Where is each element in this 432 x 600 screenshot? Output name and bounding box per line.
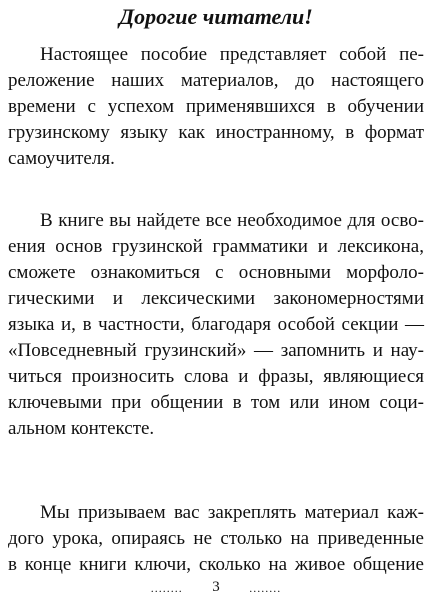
paragraph-advice — [8, 500, 424, 578]
page-footer — [0, 578, 432, 596]
text-line: Настоящее пособие представляет собой пе- — [40, 44, 424, 65]
text-line: языка и, в частности, благодаря особой секции — — [8, 314, 424, 335]
page-number: 3 — [212, 579, 220, 595]
footer-dots-right: ........ — [249, 580, 282, 595]
text-line: в конце книги ключи, сколько на живое общение — [8, 554, 424, 575]
text-line: дого урока, опираясь не столько на приведенные — [8, 528, 424, 549]
text-line: «Повседневный грузинский» — запомнить и нау- — [8, 340, 424, 361]
text-line: ения основ грузинской грамматики и лексикона, — [8, 236, 424, 257]
text-line: реложение наших материалов, до настоящего — [8, 70, 424, 91]
paragraph-intro — [8, 42, 424, 172]
text-line: Мы призываем вас закреплять материал каж- — [40, 502, 424, 523]
footer-dots-left: ........ — [150, 580, 183, 595]
text-line: времени с успехом применявшихся в обучении — [8, 96, 424, 117]
text-line: В книге вы найдете все необходимое для осво- — [40, 210, 424, 231]
page-title: Дорогие читатели! — [119, 4, 313, 29]
text-line: альном контексте. — [8, 418, 155, 439]
text-line: ключевыми при общении в том или ином соци- — [8, 392, 424, 413]
text-line: грузинскому языку как иностранному, в формат — [8, 122, 424, 143]
text-line: сможете ознакомиться с основными морфоло- — [8, 262, 424, 283]
paragraph-contents — [8, 208, 424, 442]
text-line: самоучителя. — [8, 148, 115, 169]
text-line: гическими и лексическими закономерностями — [8, 288, 424, 309]
text-line: читься произносить слова и фразы, являющиеся — [8, 366, 424, 387]
